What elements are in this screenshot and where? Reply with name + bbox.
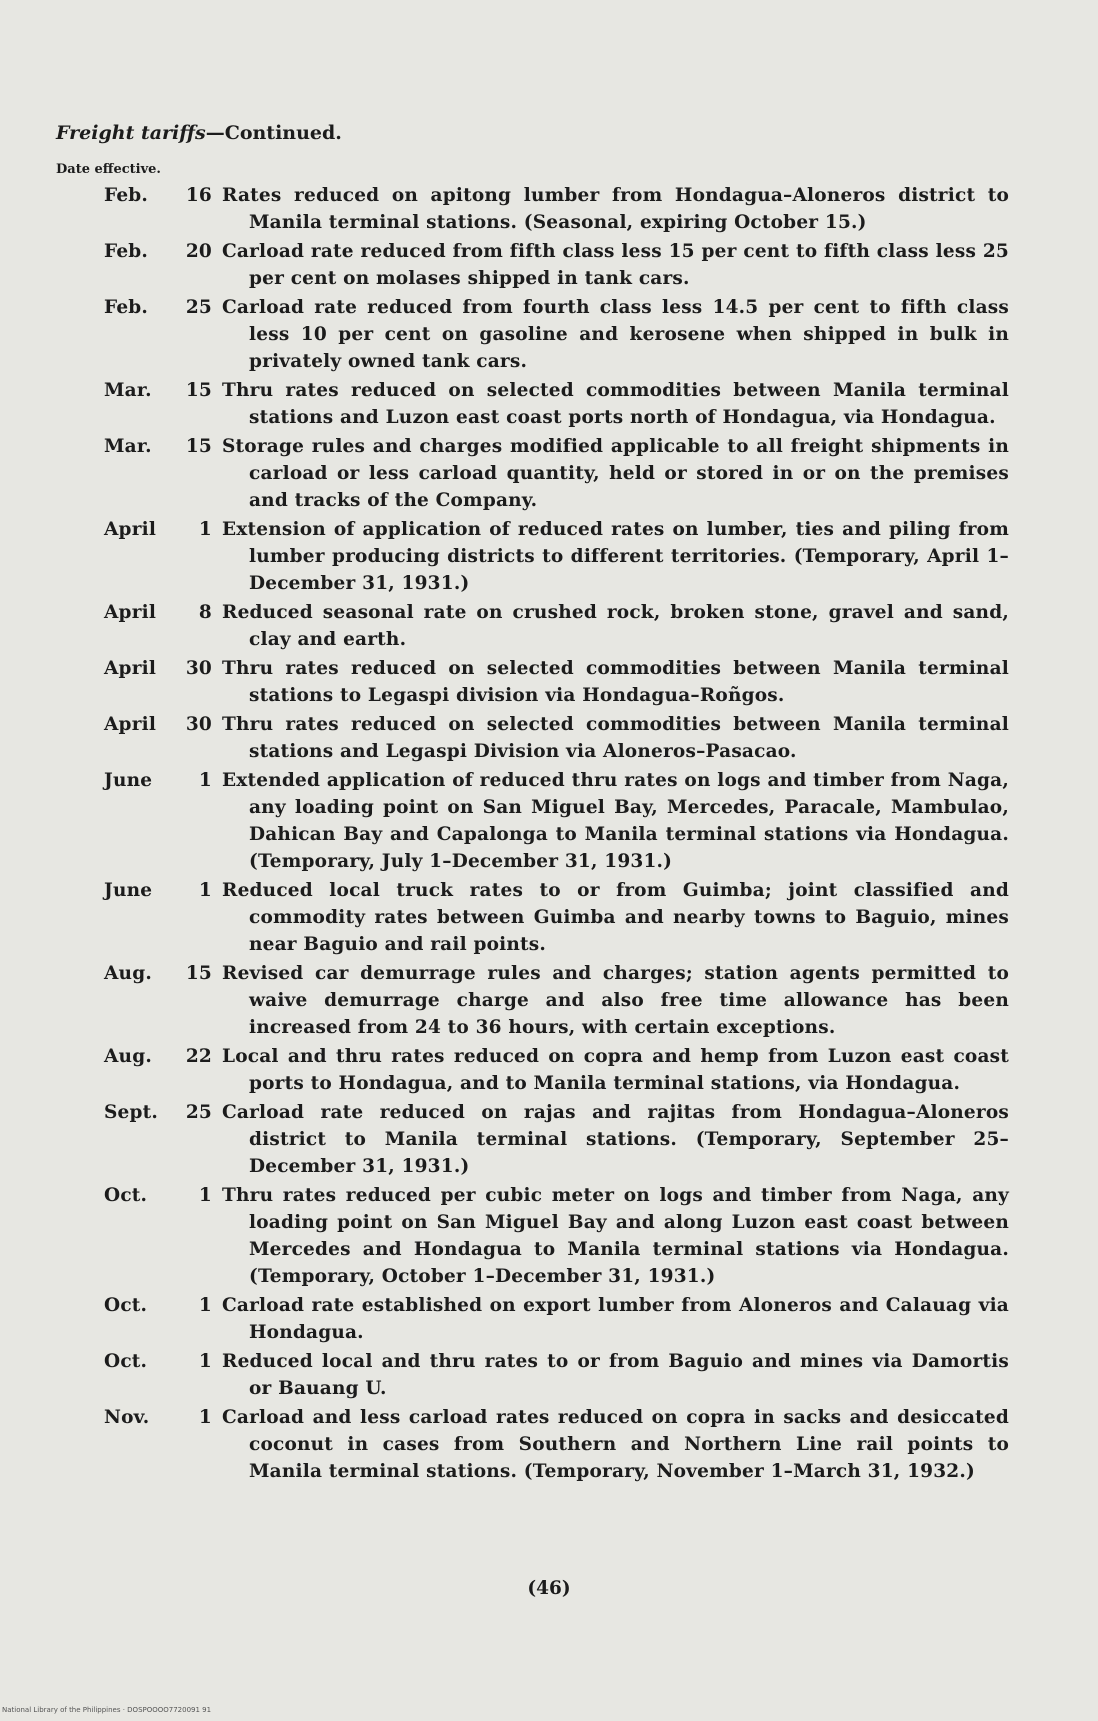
entry-date	[104, 711, 222, 738]
entry-date	[104, 1348, 222, 1375]
archive-footer: National Library of the Philippines · DOSPOOOO7720091 91	[2, 1706, 212, 1714]
entry-date	[104, 1182, 222, 1209]
tariff-entry	[104, 294, 1009, 375]
entry-description: Revised car demurrage rules and charges; station agents permitted to waive demurrage charge and also free time allowance has been increased from 24 to 36 hours, with certain exceptions.	[222, 963, 1009, 1038]
tariff-entry	[104, 711, 1009, 765]
tariff-entry	[104, 877, 1009, 958]
tariff-entry	[104, 1099, 1009, 1180]
entry-day: 1	[198, 519, 212, 540]
entry-month: Feb.	[104, 297, 149, 318]
entry-day: 1	[198, 880, 212, 901]
entry-date	[104, 1404, 222, 1431]
entry-date	[104, 877, 222, 904]
heading-continued: —Continued.	[205, 122, 342, 144]
entry-day: 16	[185, 185, 212, 206]
entry-date	[104, 433, 222, 460]
entry-month: Feb.	[104, 185, 149, 206]
entry-month: April	[104, 602, 157, 623]
entry-date	[104, 767, 222, 794]
entry-month: Oct.	[104, 1351, 148, 1372]
entry-description: Thru rates reduced per cubic meter on logs and timber from Naga, any loading point on San Miguel Bay and along Luzon east coast between Mercedes and Hondagua to Manila terminal stations via Hondagua. (Temporary, October 1–December 31, 1931.)	[222, 1185, 1009, 1287]
entry-day: 25	[185, 297, 212, 318]
entry-date	[104, 655, 222, 682]
entry-month: April	[104, 714, 157, 735]
entry-month: Mar.	[104, 380, 152, 401]
entry-month: Mar.	[104, 436, 152, 457]
entry-month: Oct.	[104, 1185, 148, 1206]
entry-month: Feb.	[104, 241, 149, 262]
tariff-entry	[104, 1182, 1009, 1290]
page-number: (46)	[527, 1578, 571, 1599]
entry-description: Carload rate reduced from fourth class less 14.5 per cent to fifth class less 10 per cent on gasoline and kerosene when shipped in bulk in privately owned tank cars.	[222, 297, 1009, 372]
entry-date	[104, 182, 222, 209]
entry-day: 8	[198, 602, 212, 623]
entry-day: 20	[185, 241, 212, 262]
entry-description: Carload rate established on export lumber from Aloneros and Calauag via Hondagua.	[222, 1295, 1009, 1343]
tariff-entry	[104, 238, 1009, 292]
entry-description: Thru rates reduced on selected commodities between Manila terminal stations and Luzon east coast ports north of Hondagua, via Hondagua.	[222, 380, 1009, 428]
entry-description: Storage rules and charges modified applicable to all freight shipments in carload or less carload quantity, held or stored in or on the premises and tracks of the Company.	[222, 436, 1009, 511]
date-effective-label: Date effective.	[56, 162, 161, 177]
entry-date	[104, 960, 222, 987]
section-heading	[56, 122, 342, 144]
entry-description: Reduced local and thru rates to or from Baguio and mines via Damortis or Bauang U.	[222, 1351, 1009, 1399]
entry-description: Reduced local truck rates to or from Guimba; joint classified and commodity rates between Guimba and nearby towns to Baguio, mines near Baguio and rail points.	[222, 880, 1009, 955]
entry-day: 15	[185, 963, 212, 984]
entry-date	[104, 1099, 222, 1126]
entry-description: Thru rates reduced on selected commodities between Manila terminal stations and Legaspi Division via Aloneros–Pasacao.	[222, 714, 1009, 762]
entry-date	[104, 1043, 222, 1070]
entry-description: Carload rate reduced on rajas and rajitas from Hondagua–Aloneros district to Manila terminal stations. (Temporary, September 25–December 31, 1931.)	[222, 1102, 1009, 1177]
entry-date	[104, 599, 222, 626]
tariff-entry	[104, 1292, 1009, 1346]
tariff-entries-list	[104, 182, 1009, 1487]
entry-date	[104, 377, 222, 404]
entry-day: 1	[198, 1295, 212, 1316]
entry-description: Thru rates reduced on selected commodities between Manila terminal stations to Legaspi division via Hondagua–Roñgos.	[222, 658, 1009, 706]
tariff-entry	[104, 767, 1009, 875]
entry-date	[104, 294, 222, 321]
tariff-entry	[104, 1043, 1009, 1097]
entry-day: 1	[198, 1185, 212, 1206]
tariff-entry	[104, 433, 1009, 514]
entry-day: 1	[198, 770, 212, 791]
entry-description: Carload rate reduced from fifth class less 15 per cent to fifth class less 25 per cent on molases shipped in tank cars.	[222, 241, 1009, 289]
entry-month: Oct.	[104, 1295, 148, 1316]
entry-day: 15	[185, 380, 212, 401]
tariff-entry	[104, 182, 1009, 236]
entry-description: Reduced seasonal rate on crushed rock, broken stone, gravel and sand, clay and earth.	[222, 602, 1009, 650]
heading-italic: Freight tariffs	[56, 122, 206, 144]
entry-month: April	[104, 658, 157, 679]
entry-date	[104, 516, 222, 543]
entry-description: Carload and less carload rates reduced on copra in sacks and desiccated coconut in cases from Southern and Northern Line rail points to Manila terminal stations. (Temporary, November 1–March 31, 1932.)	[222, 1407, 1009, 1482]
tariff-entry	[104, 1404, 1009, 1485]
entry-description: Rates reduced on apitong lumber from Hondagua–Aloneros district to Manila terminal stations. (Seasonal, expiring October 15.)	[222, 185, 1009, 233]
entry-day: 30	[185, 714, 212, 735]
entry-description: Extension of application of reduced rates on lumber, ties and piling from lumber producing districts to different territories. (Temporary, April 1–December 31, 1931.)	[222, 519, 1009, 594]
entry-day: 1	[198, 1351, 212, 1372]
tariff-entry	[104, 377, 1009, 431]
tariff-entry	[104, 599, 1009, 653]
tariff-entry	[104, 1348, 1009, 1402]
entry-month: April	[104, 519, 157, 540]
entry-month: June	[104, 880, 153, 901]
entry-date	[104, 1292, 222, 1319]
entry-date	[104, 238, 222, 265]
entry-month: Nov.	[104, 1407, 150, 1428]
entry-day: 1	[198, 1407, 212, 1428]
entry-month: Aug.	[104, 963, 152, 984]
entry-description: Extended application of reduced thru rates on logs and timber from Naga, any loading point on San Miguel Bay, Mercedes, Paracale, Mambulao, Dahican Bay and Capalonga to Manila terminal stations via Hondagua. (Temporary, July 1–December 31, 1931.)	[222, 770, 1009, 872]
entry-day: 22	[185, 1046, 212, 1067]
entry-description: Local and thru rates reduced on copra and hemp from Luzon east coast ports to Hondagua, and to Manila terminal stations, via Hondagua.	[222, 1046, 1009, 1094]
entry-day: 25	[185, 1102, 212, 1123]
entry-month: Sept.	[104, 1102, 159, 1123]
tariff-entry	[104, 960, 1009, 1041]
tariff-entry	[104, 516, 1009, 597]
tariff-entry	[104, 655, 1009, 709]
entry-month: Aug.	[104, 1046, 152, 1067]
entry-day: 30	[185, 658, 212, 679]
entry-month: June	[104, 770, 153, 791]
entry-day: 15	[185, 436, 212, 457]
